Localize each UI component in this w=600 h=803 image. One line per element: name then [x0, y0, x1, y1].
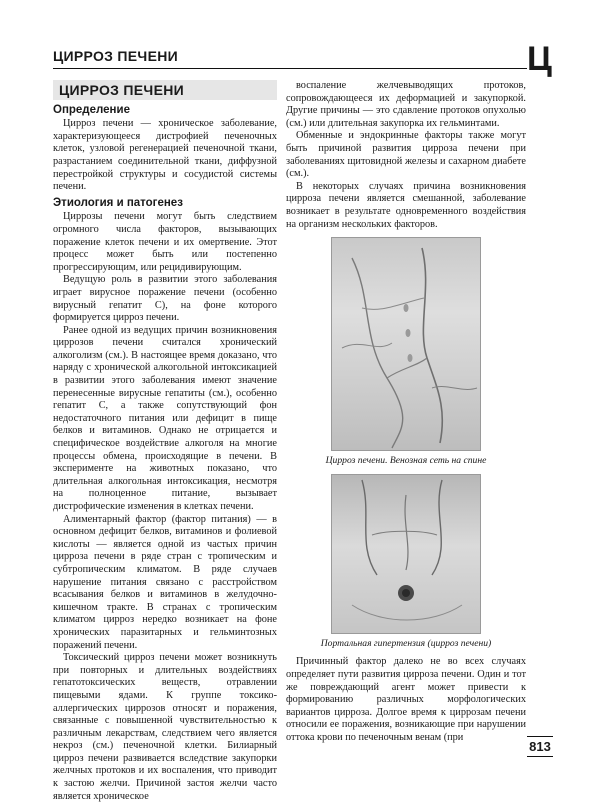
paragraph: Обменные и эндокринные факторы также могут быть причиной развития цирроза печени при заболеваниях щитовидной железы и сахарном диабете (см.). — [286, 130, 526, 180]
page-number: 813 — [527, 736, 553, 757]
heading-etiology: Этиология и патогенез — [53, 196, 183, 209]
paragraph: Алиментарный фактор (фактор питания) — в основном дефицит белков, витаминов и фолиевой кислоты — является одной из частых причин цирроза печени в ряде стран с тропическим и субтропическим климатом. В ряде случаев нарушение питания связано с расстройством всасывания белков и витаминов в желудочно-кишечном тракте. В странах с тропическим климатом цирроз нередко возникает на фоне хронических паразитарных и гельминтозных поражений печени. — [53, 513, 277, 651]
portal-hypertension-photo — [331, 474, 481, 634]
paragraph: воспаление желчевыводящих протоков, сопровождающееся их деформацией и закупоркой. Другие причины — это сдавление протоков опухолью (см.) или длительная закупорка их гельминтами. — [286, 80, 526, 129]
paragraph: Ведущую роль в развитии этого заболевания играет вирусное поражение печени (особенно вирусный гепатит С), на фоне которого формируется цирроз печени. — [53, 274, 277, 324]
paragraph: Циррозы печени могут быть следствием огромного числа факторов, вызывающих поражение клеток печени и их омертвение. Этот процесс может быть или постепенно прогрессирующим, или рецидивирующим. — [53, 211, 277, 273]
paragraph: Причинный фактор далеко не во всех случаях определяет пути развития цирроза печени. Один и тот же повреждающий агент может привести к формированию различных морфологических вариантов цирроза. Долгое время к циррозам печени относили ее поражения, возникающие при нарушении оттока крови по печеночным венам (при — [286, 656, 526, 743]
venous-network-photo — [331, 237, 481, 451]
paragraph: Токсический цирроз печени может возникнуть при повторных и длительных воздействиях гепатотоксических веществ, отравлении пищевыми ядами. К группе токсико-аллергических циррозов относят и поражения, связанные с повышенной чувствительностью к различным лекарствам, следствием чего является некроз (см.) печеночной клетки. Билиарный цирроз печени развивается вследствие закупорки желчных протоков и их воспаления, что приводит к застою желчи. Причиной застоя желчи часто является хроническое — [53, 652, 277, 802]
paragraph: Цирроз печени — хроническое заболевание, характеризующееся дистрофией печеночных клеток, узловой регенерацией печеночной ткани, разрастанием соединительной ткани, диффузной перестройкой структуры и сосудистой системы печени. — [53, 118, 277, 193]
heading-definition: Определение — [53, 103, 130, 116]
paragraph: В некоторых случаях причина возникновения цирроза печени является смешанной, заболевание возникает в результате одновременного воздействия на организм нескольких факторов. — [286, 180, 526, 230]
running-head-bar — [53, 46, 527, 69]
paragraph: Ранее одной из ведущих причин возникновения циррозов печени считался хронический алкоголизм (см.). В настоящее время доказано, что наряду с хронической алкогольной интоксикацией в развитии этого заболевания имеют значение перенесенные вирусные гепатиты (см.), особенно гепатит С, а также сопутствующий фон недостаточного питания или дефицит в пище белков и витаминов. Однако не отрицается и специфическое воздействие алкоголя на многие процессы обмена, происходящие в печени. В эксперименте на животных показано, что длительная алкогольная интоксикация, несмотря на полноценное питание, вызывает дистрофические изменения в клетках печени. — [53, 324, 277, 512]
section-letter: Ц — [527, 40, 552, 78]
photo-caption: Портальная гипертензия (цирроз печени) — [320, 637, 492, 649]
article-title: ЦИРРОЗ ПЕЧЕНИ — [53, 80, 277, 100]
running-head: ЦИРРОЗ ПЕЧЕНИ — [53, 48, 178, 64]
photo-caption: Цирроз печени. Венозная сеть на спине — [325, 455, 487, 467]
left-column — [53, 80, 277, 803]
right-column — [286, 80, 526, 744]
